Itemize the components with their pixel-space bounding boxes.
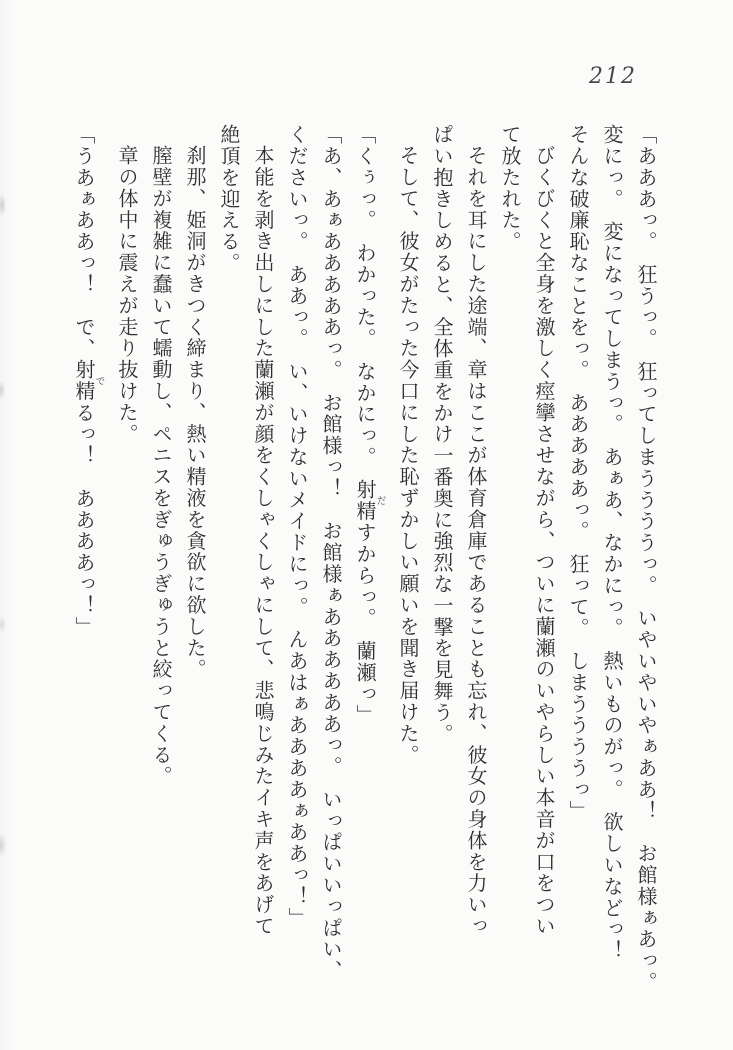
page-number: 212 xyxy=(589,64,637,89)
text-line: びくびくと全身を激しく痙攣させながら、ついに蘭瀬のいやらしい本音が口をつい xyxy=(532,145,556,937)
text-line: そして、彼女がたった今口にした恥ずかしい願いを聞き届けた。 xyxy=(396,145,420,766)
scan-edge-artifact xyxy=(0,0,14,1050)
text-line: 「あああっ。 狂うっ。 狂ってしまううううっ。 いやいやいやぁああ！ お館様ぁあっ。 xyxy=(634,124,658,993)
text-line: 「くぅっ。 わかった。 なかにっ。 射精だすからっ。 蘭瀬っ」 xyxy=(353,124,386,727)
text-line: て放たれた。 xyxy=(498,124,522,253)
text-line: くださいっ。 ああっ。 い、いけないメイドにっ。 んあはぁああああぁああっ！」 xyxy=(285,124,309,929)
text-line: 刹那、姫洞がきつく締まり、熱い精液を貪欲に欲した。 xyxy=(183,145,207,680)
text-line: 章の体中に震えが走り抜けた。 xyxy=(115,145,139,445)
text-line: 絶頂を迎える。 xyxy=(217,124,241,274)
text-line: 変にっ。 変になってしまうっ。 あぁあ、なかにっ。 熱いものがっ。 欲しいなどっ！ xyxy=(600,124,624,962)
furigana-ruby: 射精で xyxy=(72,359,105,403)
text-line: ぱい抱きしめると、全体重をかけ一番奥に強烈な一撃を見舞う。 xyxy=(430,124,454,745)
text-line: 「あ、あぁあああああっ。 お館様っ！ お館様ぁああああああっ。 いっぱいいっぱい、 xyxy=(319,124,343,982)
furigana-ruby: 射精だ xyxy=(353,479,386,523)
text-line: そんな破廉恥なことをっ。 あああああっ。 狂って。 しまううううっ」 xyxy=(566,124,590,822)
text-line: 本能を剥き出しにした蘭瀬が顔をくしゃくしゃにして、悲鳴じみたイキ声をあげて xyxy=(251,145,275,937)
text-line: 膣壁が複雑に蠢いて蠕動し、ペニスをぎゅうぎゅうと絞ってくる。 xyxy=(149,145,173,787)
text-block xyxy=(73,124,657,993)
text-line: 「うあぁああっ！ で、射精でるっ！ ああああっ！」 xyxy=(72,124,105,638)
text-line: それを耳にした途端、章はここが体育倉庫であることも忘れ、彼女の身体を力いっ xyxy=(464,145,488,937)
